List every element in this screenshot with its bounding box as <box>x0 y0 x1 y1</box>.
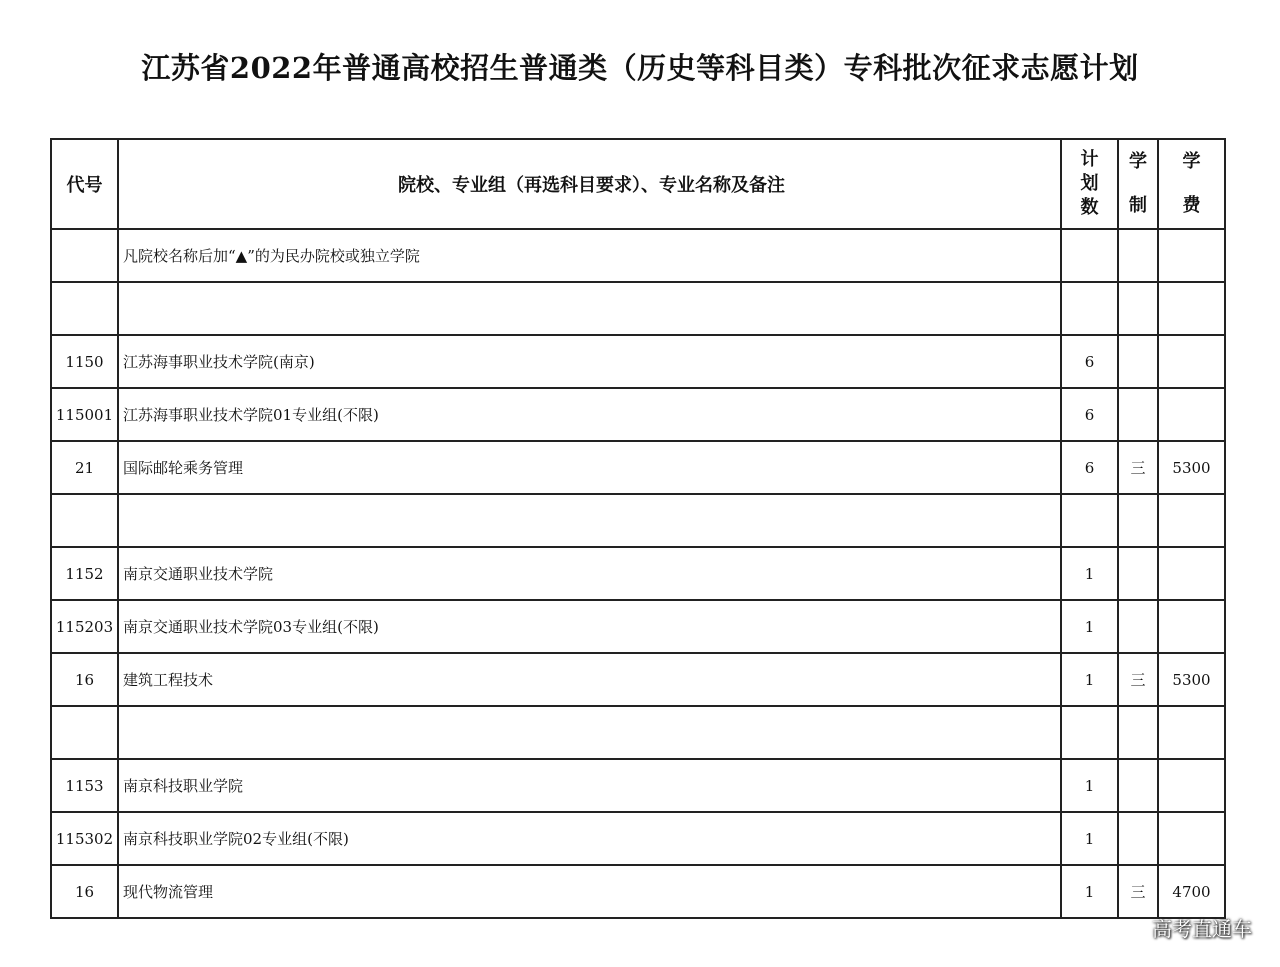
table-row <box>51 812 1225 865</box>
cell-name: 南京交通职业技术学院 <box>118 547 1061 600</box>
header-length-label: 学 制 <box>1129 151 1147 216</box>
table-row <box>51 282 1225 335</box>
cell-plan <box>1061 229 1118 282</box>
cell-length <box>1118 335 1158 388</box>
cell-fee <box>1158 388 1225 441</box>
cell-length <box>1118 388 1158 441</box>
cell-plan: 1 <box>1061 653 1118 706</box>
cell-name: 国际邮轮乘务管理 <box>118 441 1061 494</box>
cell-plan: 1 <box>1061 547 1118 600</box>
cell-length <box>1118 759 1158 812</box>
header-plan-label: 计 划 数 <box>1080 149 1099 218</box>
cell-length: 三 <box>1118 865 1158 918</box>
cell-length <box>1118 600 1158 653</box>
plan-table <box>50 138 1226 919</box>
table-row <box>51 600 1225 653</box>
cell-code <box>51 706 118 759</box>
cell-name: 江苏海事职业技术学院01专业组(不限) <box>118 388 1061 441</box>
cell-code: 16 <box>51 865 118 918</box>
cell-code: 1150 <box>51 335 118 388</box>
table-row <box>51 335 1225 388</box>
cell-code: 21 <box>51 441 118 494</box>
cell-fee: 5300 <box>1158 653 1225 706</box>
cell-code <box>51 282 118 335</box>
cell-name: 南京科技职业学院02专业组(不限) <box>118 812 1061 865</box>
cell-code: 115302 <box>51 812 118 865</box>
cell-plan <box>1061 494 1118 547</box>
cell-name: 凡院校名称后加“▲”的为民办院校或独立学院 <box>118 229 1061 282</box>
cell-code: 115001 <box>51 388 118 441</box>
cell-name: 建筑工程技术 <box>118 653 1061 706</box>
cell-fee <box>1158 494 1225 547</box>
cell-fee <box>1158 335 1225 388</box>
cell-code: 115203 <box>51 600 118 653</box>
cell-fee <box>1158 759 1225 812</box>
table-row <box>51 759 1225 812</box>
cell-length <box>1118 282 1158 335</box>
cell-code: 16 <box>51 653 118 706</box>
header-code: 代号 <box>51 139 118 229</box>
header-fee <box>1158 139 1225 229</box>
cell-length <box>1118 494 1158 547</box>
cell-length: 三 <box>1118 653 1158 706</box>
cell-code: 1153 <box>51 759 118 812</box>
cell-code <box>51 229 118 282</box>
watermark: 高考直通车 <box>1152 917 1252 941</box>
cell-fee <box>1158 812 1225 865</box>
cell-fee <box>1158 282 1225 335</box>
cell-plan: 6 <box>1061 441 1118 494</box>
cell-code <box>51 494 118 547</box>
cell-fee <box>1158 706 1225 759</box>
cell-name <box>118 706 1061 759</box>
cell-plan: 1 <box>1061 812 1118 865</box>
cell-length <box>1118 812 1158 865</box>
cell-name: 现代物流管理 <box>118 865 1061 918</box>
cell-name: 江苏海事职业技术学院(南京) <box>118 335 1061 388</box>
cell-length <box>1118 547 1158 600</box>
cell-name <box>118 494 1061 547</box>
table-header-row <box>51 139 1225 229</box>
cell-name: 南京交通职业技术学院03专业组(不限) <box>118 600 1061 653</box>
cell-plan <box>1061 282 1118 335</box>
header-plan <box>1061 139 1118 229</box>
header-name: 院校、专业组（再选科目要求）、专业名称及备注 <box>118 139 1061 229</box>
cell-name: 南京科技职业学院 <box>118 759 1061 812</box>
table-row <box>51 388 1225 441</box>
table-row <box>51 865 1225 918</box>
cell-length: 三 <box>1118 441 1158 494</box>
cell-plan: 1 <box>1061 759 1118 812</box>
table-row <box>51 441 1225 494</box>
cell-name <box>118 282 1061 335</box>
header-length <box>1118 139 1158 229</box>
table-body <box>51 229 1225 918</box>
cell-code: 1152 <box>51 547 118 600</box>
cell-fee <box>1158 547 1225 600</box>
table-row <box>51 494 1225 547</box>
table-row <box>51 653 1225 706</box>
table-row <box>51 229 1225 282</box>
cell-plan <box>1061 706 1118 759</box>
page-title: 江苏省2022年普通高校招生普通类（历史等科目类）专科批次征求志愿计划 <box>141 51 1139 85</box>
cell-plan: 6 <box>1061 335 1118 388</box>
cell-plan: 1 <box>1061 600 1118 653</box>
table-row <box>51 706 1225 759</box>
cell-length <box>1118 706 1158 759</box>
cell-plan: 1 <box>1061 865 1118 918</box>
table-row <box>51 547 1225 600</box>
cell-fee: 4700 <box>1158 865 1225 918</box>
cell-length <box>1118 229 1158 282</box>
cell-fee: 5300 <box>1158 441 1225 494</box>
header-fee-label: 学 费 <box>1182 151 1201 216</box>
cell-plan: 6 <box>1061 388 1118 441</box>
cell-fee <box>1158 600 1225 653</box>
cell-fee <box>1158 229 1225 282</box>
